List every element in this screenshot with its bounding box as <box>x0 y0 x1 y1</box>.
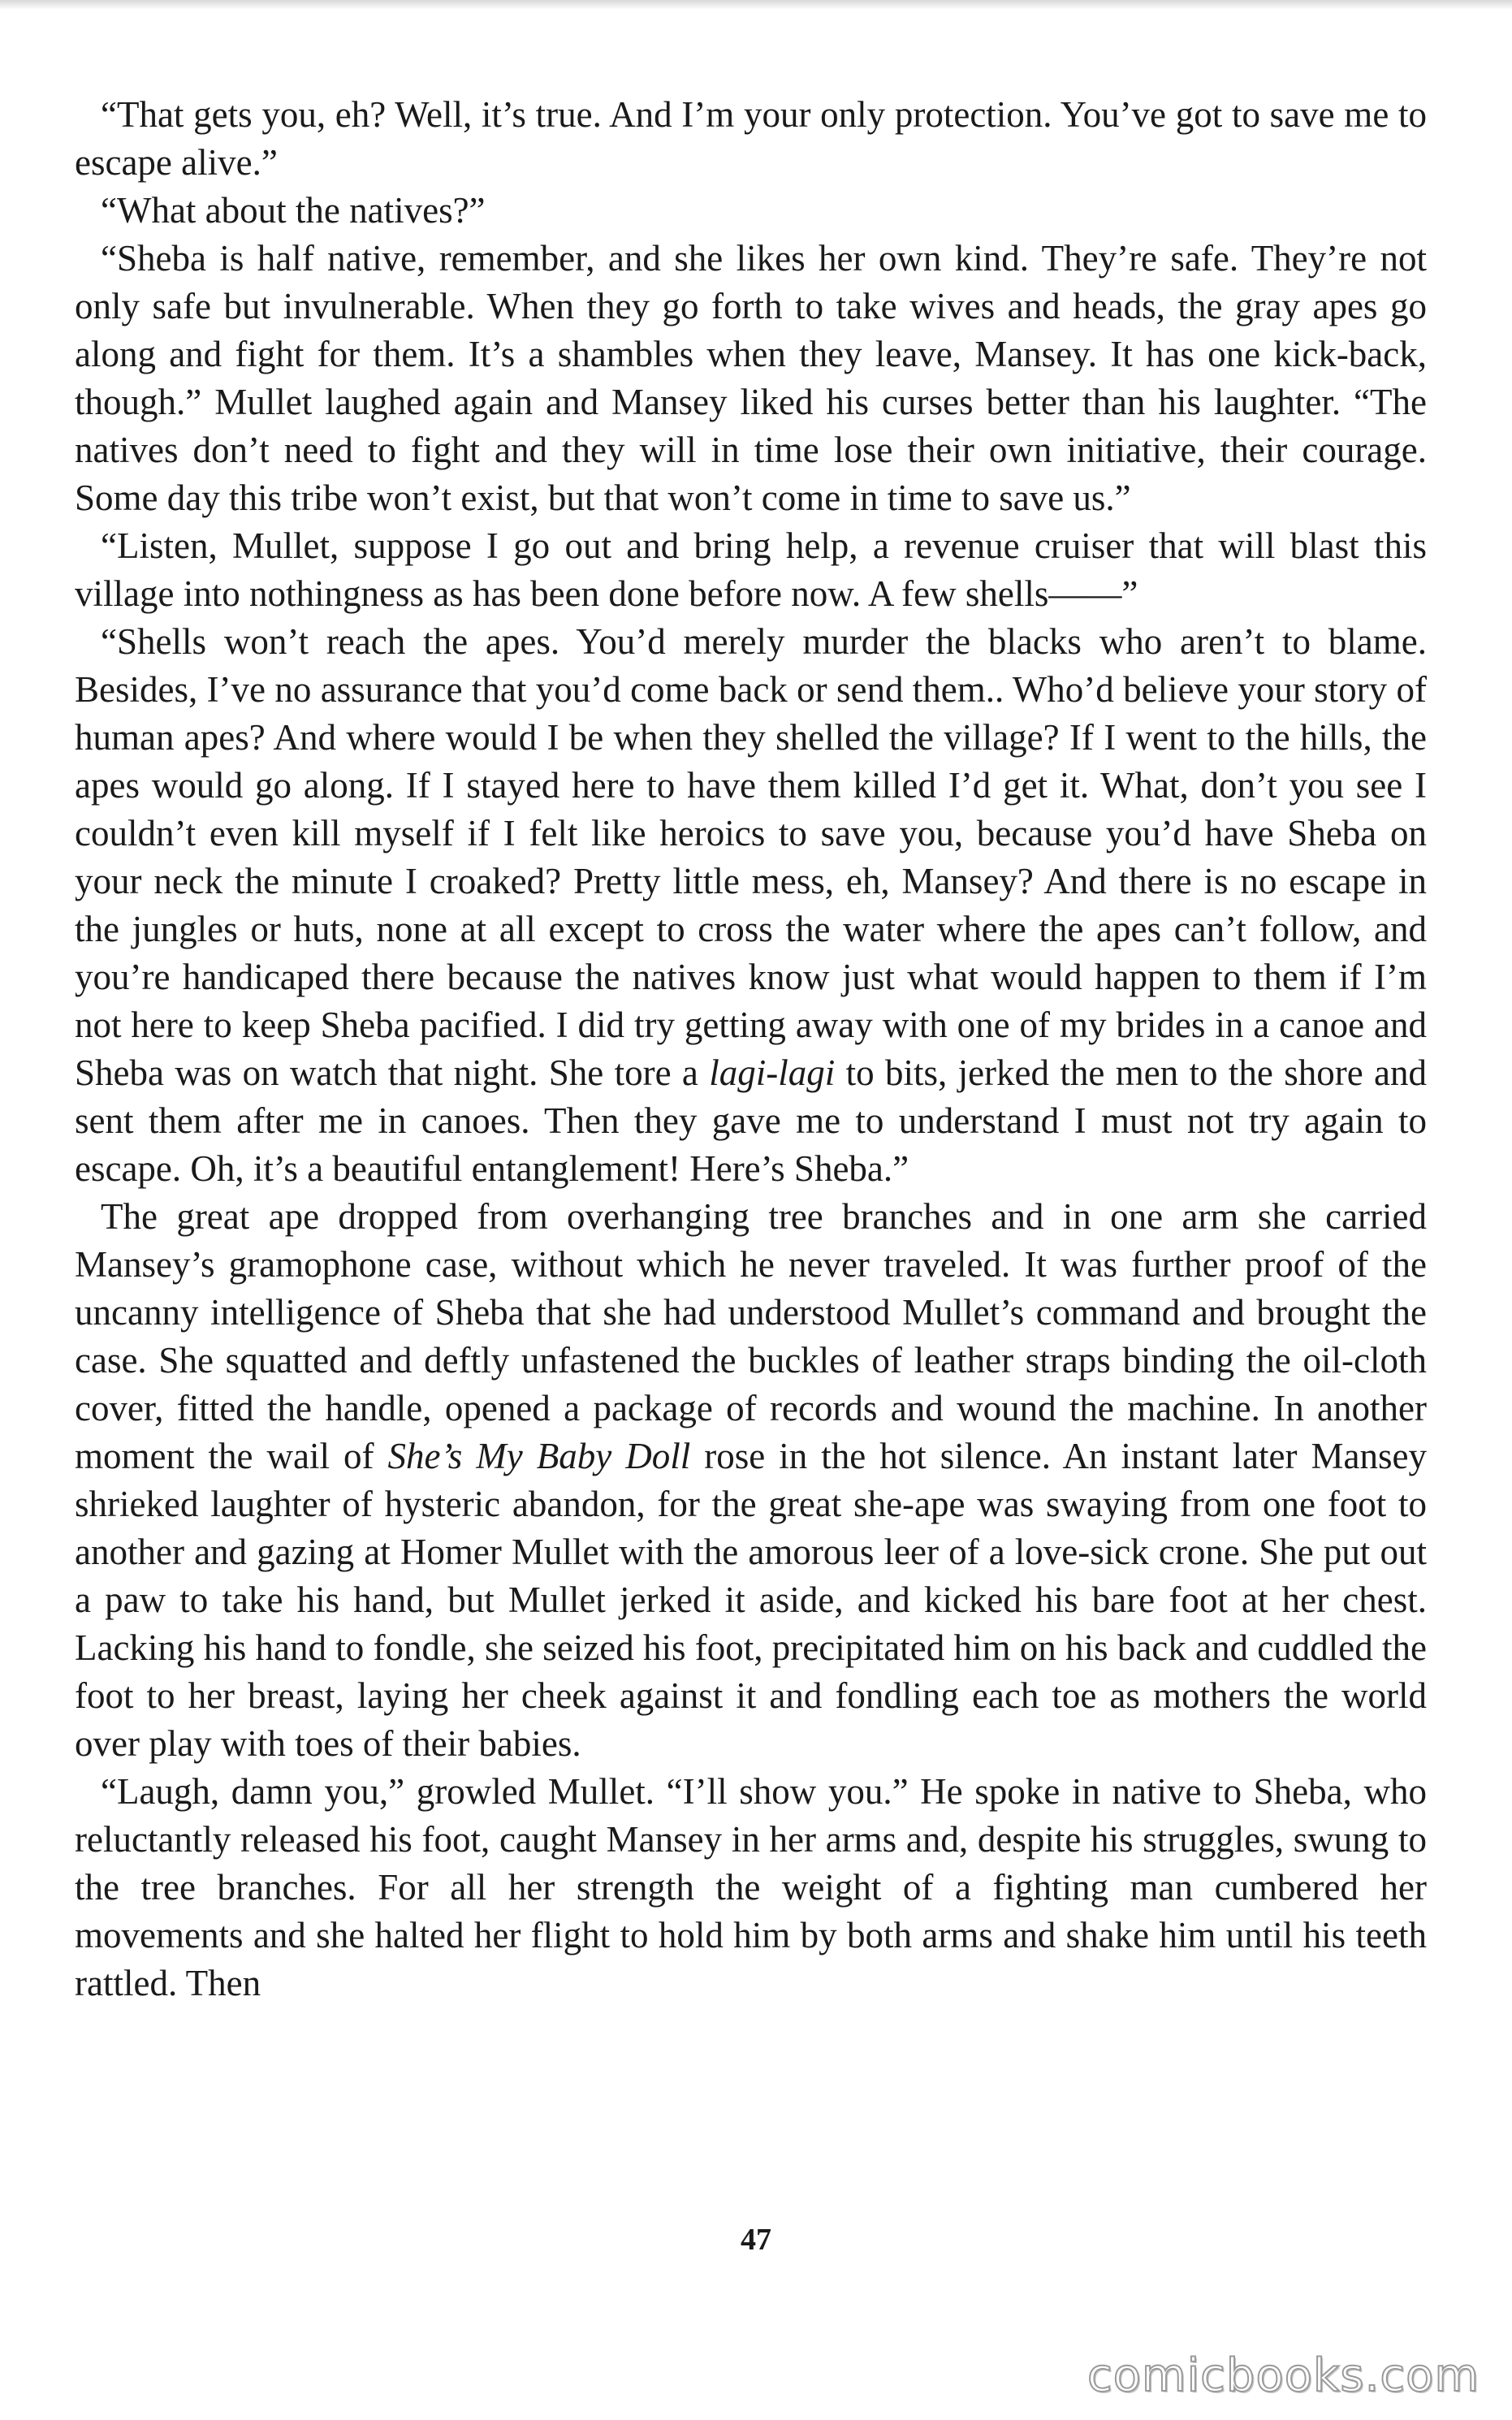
paragraph-6: The great ape dropped from overhanging tree branches and in one arm she carried Mansey’s gramophone case, without which he never traveled. It was further proof of the uncanny intelligence of Sheba that she had understood Mullet’s command and brought the case. She squatted and deftly unfastened the buckles of leather straps binding the oil-cloth cover, fitted the handle, opened a package of records and wound the machine. In another moment the wail of She’s My Baby Doll rose in the hot silence. An instant later Mansey shrieked laughter of hysteric abandon, for the great she-ape was swaying from one foot to another and gazing at Homer Mullet with the amorous leer of a love-sick crone. She put out a paw to take his hand, but Mullet jerked it aside, and kicked his bare foot at her chest. Lacking his hand to fondle, she seized his foot, precipitated him on his back and cuddled the foot to her breast, laying her cheek against it and fondling each toe as mothers the world over play with toes of their babies. <box>75 1196 1427 1764</box>
page-number: 47 <box>741 2223 771 2257</box>
italic-song-title: She’s My Baby Doll <box>387 1436 691 1476</box>
paragraph-3: “Sheba is half native, remember, and she likes her own kind. They’re safe. They’re not only safe but invulnerable. When they go forth to take wives and heads, the gray apes go along and fight for them. It’s a shambles when they leave, Mansey. It has one kick-back, though.” Mullet laughed again and Mansey liked his curses better than his laughter. “The natives don’t need to fight and they will in time lose their own initiative, their courage. Some day this tribe won’t exist, but that won’t come in time to save us.” <box>75 238 1427 518</box>
page-top-edge <box>0 0 1512 10</box>
body-text <box>75 91 1427 2007</box>
paragraph-4: “Listen, Mullet, suppose I go out and bring help, a revenue cruiser that will blast this village into nothingness as has been done before now. A few shells——” <box>75 525 1427 614</box>
paragraph-7: “Laugh, damn you,” growled Mullet. “I’ll show you.” He spoke in native to Sheba, who reluctantly released his foot, caught Mansey in her arms and, despite his struggles, swung to the tree branches. For all her strength the weight of a fighting man cumbered her movements and she halted her flight to hold him by both arms and shake him until his teeth rattled. Then <box>75 1771 1427 2003</box>
paragraph-1: “That gets you, eh? Well, it’s true. And I’m your only protection. You’ve got to save me to escape alive.” <box>75 94 1427 183</box>
italic-term: lagi-lagi <box>709 1052 836 1093</box>
paragraph-2: “What about the natives?” <box>101 190 486 231</box>
site-watermark: comicbooks.com <box>1086 2349 1480 2402</box>
paragraph-5: “Shells won’t reach the apes. You’d merely murder the blacks who aren’t to blame. Besides, I’ve no assurance that you’d come back or send them.. Who’d believe your story of human apes? And where would I be when they shelled the village? If I went to the hills, the apes would go along. If I stayed here to have them killed I’d get it. What, don’t you see I couldn’t even kill myself if I felt like heroics to save you, because you’d have Sheba on your neck the minute I croaked? Pretty little mess, eh, Mansey? And there is no escape in the jungles or huts, none at all except to cross the water where the apes can’t follow, and you’re handicaped there because the natives know just what would happen to them if I’m not here to keep Sheba pacified. I did try getting away with one of my brides in a canoe and Sheba was on watch that night. She tore a lagi-lagi to bits, jerked the men to the shore and sent them after me in canoes. Then they gave me to understand I must not try again to escape. Oh, it’s a beautiful entanglement! Here’s Sheba.” <box>75 621 1427 1189</box>
